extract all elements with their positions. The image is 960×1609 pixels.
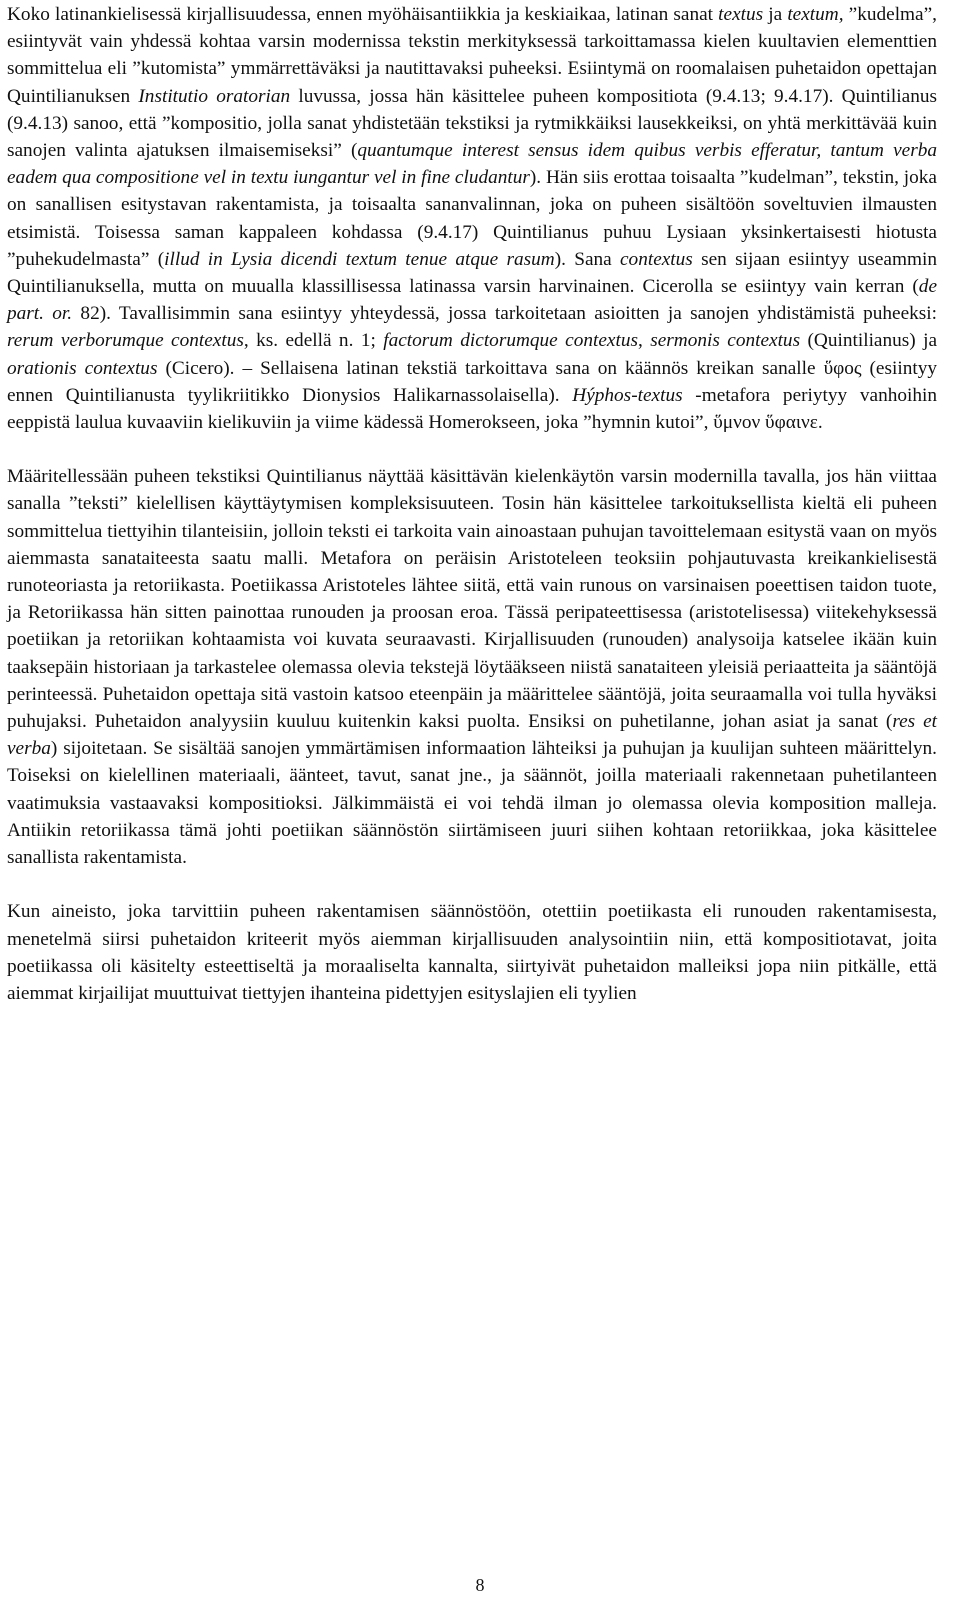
text-run: (Cicero). – Sellaisena latinan tekstiä tarkoittava sana on käännös kreikan sanalle ὕφος (esiintyy ennen Quintilianusta tyylikriitikko Dionysios Halikarnassolaisella).	[7, 357, 937, 406]
italic-text-run: res et verba	[7, 711, 937, 760]
italic-text-run: illud in Lysia dicendi textum tenue atque rasum	[164, 248, 555, 270]
italic-text-run: rerum verborumque contextus	[7, 330, 244, 352]
body-paragraph-1	[7, 0, 937, 436]
italic-text-run: de part. or.	[7, 276, 937, 325]
body-paragraph-2	[7, 463, 937, 871]
text-run: Määritellessään puheen tekstiksi Quintilianus näyttää käsittävän kielenkäytön varsin modernilla tavalla, jos hän viittaa sanalla ”teksti” kielellisen käyttäytymisen kompleksisuuteen. Tosin hän käsittelee tarkoituksellista kieltä eli puheen sommittelua tiettyihin tilanteisiin, jolloin teksti ei tarkoita vain ainoastaan puhujan tavoittelemaan esitystä vaan on myös aiemmasta sanataiteesta saatu malli. Metafora on peräisin Aristoteleen teoksiin pohjautuvasta kreikankielisestä runoteoriasta ja retoriikasta. Poetiikassa Aristoteles lähtee siitä, että vain runous on varsinaisen poeettisen taidon tuote, ja Retoriikassa hän sitten painottaa runouden ja proosan eroa. Tässä peripateettisessa (aristotelisessa) viitekehyksessä poetiikan ja retoriikan kohtaamista voi kuvata seuraavasti. Kirjallisuuden (runouden) analysoija katselee ikään kuin taaksepäin historiaan ja tarkastelee olemassa olevia tekstejä löytääkseen niistä sanataiteen yleisiä periaatteita ja sääntöjä perinteessä. Puhetaidon opettaja sitä vastoin katsoo eteenpäin ja määrittelee sääntöjä, joita seuraamalla voi tulla hyväksi puhujaksi. Puhetaidon analyysiin kuuluu kuitenkin kaksi puolta. Ensiksi on puhetilanne, johan asiat ja sanat (	[7, 466, 937, 733]
document-page	[7, 0, 937, 1007]
italic-text-run: quantumque interest sensus idem quibus verbis efferatur, tantum verba eadem qua compositione vel in textu iungantur vel in fine cludantur	[7, 140, 938, 189]
text-run: ,	[637, 330, 651, 352]
text-run: luvussa, jossa hän käsittelee puheen kompositiota (9.4.13; 9.4.17). Quintilianus (9.4.13) sanoo, että ”kompositio, jolla sanat yhdistetään tekstiksi ja rytmikkäiksi lausekkeiksi, on yhtä merkittävää kuin sanojen valinta ajatuksen ilmaisemiseksi” (	[7, 85, 937, 162]
text-run: -metafora periytyy vanhoihin eeppistä laulua kuvaaviin kielikuviin ja viime kädessä Homerokseen, joka ”hymnin kutoi”, ὕμνον ὕφαινε.	[7, 384, 937, 434]
italic-text-run: textum,	[787, 4, 844, 25]
text-run: ja	[763, 4, 788, 25]
text-run: ) sijoitetaan. Se sisältää sanojen ymmärtämisen informaation lähteiksi ja puhujan ja kuulijan suhteen määrittelyn. Toiseksi on kielellinen materiaali, äänteet, tavut, sanat jne., ja säännöt, joilla materiaali rakennetaan puhetilanteen vaatimuksia vastaavaksi kompositioksi. Jälkimmäistä ei voi tehdä ilman jo olemassa olevia komposition malleja. Antiikin retoriikassa tämä johti poetiikan säännöstön siirtämiseen juuri siihen kohtaan retoriikkaa, joka käsittelee sanallista rakentamista.	[7, 738, 937, 869]
italic-text-run: Institutio oratorian	[138, 85, 291, 107]
text-run: ). Hän siis erottaa toisaalta ”kudelman”, tekstin, joka on sanallisen esitystavan rakentamista, ja toisaalta sananvalinnan, joka on puheen sisältöön soveltuvien ilmausten etsimistä. Toisessa saman kappaleen kohdassa (9.4.17) Quintilianus puhuu Lysiaan yksinkertaisesti hiotusta ”puhekudelmasta” (	[7, 167, 937, 270]
text-run: , ks. edellä n. 1;	[243, 330, 384, 352]
text-run: (Quintilianus) ja	[800, 330, 938, 352]
italic-text-run: Hýphos-textus	[572, 384, 683, 406]
text-run: sen sijaan esiintyy useammin Quintilianuksella, mutta on muualla klassillisessa latinassa varsin harvinainen. Cicerolla se esiintyy vain kerran (	[7, 248, 937, 298]
italic-text-run: textus	[718, 4, 764, 25]
text-run: ”kudelma”, esiintyvät vain yhdessä kohtaa varsin modernissa tekstin merkityksessä tarkoittamassa kielen kuultavien elementtien sommittelua eli ”kutomista” ymmärrettäväksi ja nautittavaksi puheeksi. Esiintymä on roomalaisen puhetaidon opettajan Quintilianuksen	[7, 4, 937, 107]
text-run: 82). Tavallisimmin sana esiintyy yhteydessä, jossa tarkoitetaan asioitten ja sanojen yhdistämistä puheeksi:	[72, 303, 938, 325]
italic-text-run: factorum dictorumque contextus	[383, 330, 638, 352]
text-run: Koko latinankielisessä kirjallisuudessa, ennen myöhäisantiikkia ja keskiaikaa, latinan sanat	[7, 4, 719, 25]
text-run: Kun aineisto, joka tarvittiin puheen rakentamisen säännöstöön, otettiin poetiikasta eli runouden rakentamisesta, menetelmä siirsi puhetaidon kriteerit myös aiemman kirjallisuuden analysointiin niin, että kompositiotavat, joita poetiikassa oli käsitelty esteettiseltä ja moraaliselta kannalta, siirtyivät puhetaidon malleiksi jopa niin pitkälle, että aiemmat kirjailijat muuttuivat tiettyjen ihanteina pidettyjen esityslajien eli tyylien	[7, 901, 937, 1004]
italic-text-run: contextus	[620, 248, 693, 270]
body-paragraph-3	[7, 898, 937, 1007]
italic-text-run: sermonis contextus	[650, 330, 801, 352]
italic-text-run: orationis contextus	[7, 357, 158, 379]
text-run: ). Sana	[554, 248, 620, 270]
page-number: 8	[475, 1575, 485, 1595]
